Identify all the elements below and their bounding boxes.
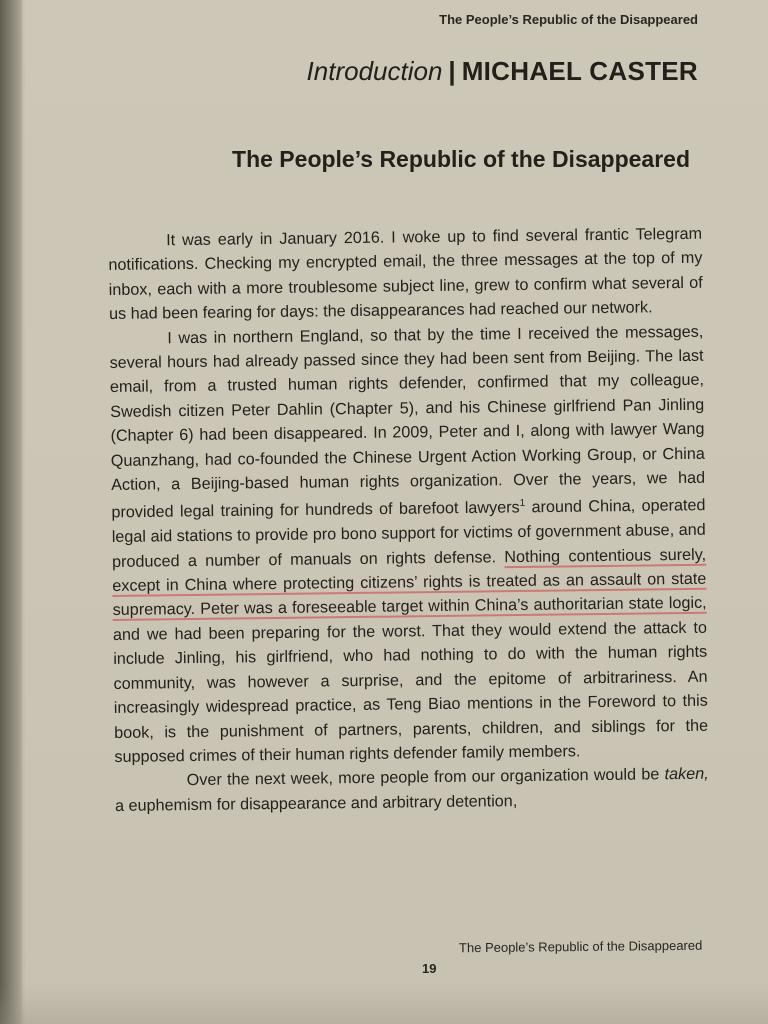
paragraph-3-text-end: a euphemism for disappearance and arbitrary detention, (114, 791, 518, 815)
paragraph-2-text-middle: around China, operated legal aid stations to provide pro bono support for victims of government abuse, and produced a number of manuals on rights defense. (111, 496, 706, 571)
footnote-marker: 1 (519, 498, 526, 510)
highlighted-passage: Nothing contentious surely, except in China where protecting citizens’ rights is treated as an assault on state supremacy. Peter was a foreseeable target within China’s authoritarian state logic, (112, 545, 707, 620)
emphasized-word: taken, (664, 765, 709, 784)
page-footer: The People’s Republic of the Disappeared (458, 937, 703, 956)
paragraph-3 (115, 762, 710, 818)
body-text (108, 222, 709, 818)
paragraph-2-text-start: I was in northern England, so that by the time I received the messages, several hours had already passed since they had been sent from Beijing. The last email, from a trusted human rights defender, confirmed that my colleague, Swedish citizen Peter Dahlin (Chapter 5), and his Chinese girlfriend Pan Jinling (Chapter 6) had been disappeared. In 2009, Peter and I, along with lawyer Wang Quanzhang, had co-founded the Chinese Urgent Action Working Group, or China Action, a Beijing-based human rights organization. Over the years, we had provided legal training for hundreds of barefoot lawyers (109, 322, 706, 522)
paragraph-2-text-end: and we had been preparing for the worst. That they would extend the attack to include Jinling, his girlfriend, who had nothing to do with the human rights community, was however a surprise, and the epitome of arbitrariness. An increasingly widespread practice, as Teng Biao mentions in the Foreword to this book, is the punishment of partners, parents, children, and siblings for the supposed crimes of their human rights defender family members. (112, 618, 709, 766)
paragraph-2 (109, 319, 708, 769)
spine-shadow (0, 0, 26, 1024)
chapter-author: MICHAEL CASTER (461, 56, 698, 86)
bottom-shadow (0, 984, 768, 1024)
chapter-heading (307, 56, 698, 87)
chapter-title: The People’s Republic of the Disappeared (232, 146, 690, 172)
book-page (22, 0, 768, 1024)
paragraph-1 (108, 222, 703, 327)
page-number: 19 (422, 961, 437, 976)
chapter-label: Introduction (306, 56, 443, 86)
chapter-separator: | (448, 56, 456, 86)
paragraph-1-text: It was early in January 2016. I woke up to find several frantic Telegram notifications. Checking my encrypted email, the three messages at the top of my inbox, each with a more troublesome subject line, grew to confirm what several of us had been fearing for days: the disappearances had reached our network. (108, 224, 703, 324)
running-head: The People’s Republic of the Disappeared (439, 12, 698, 27)
paragraph-3-text-start: Over the next week, more people from our organization would be (186, 765, 665, 790)
